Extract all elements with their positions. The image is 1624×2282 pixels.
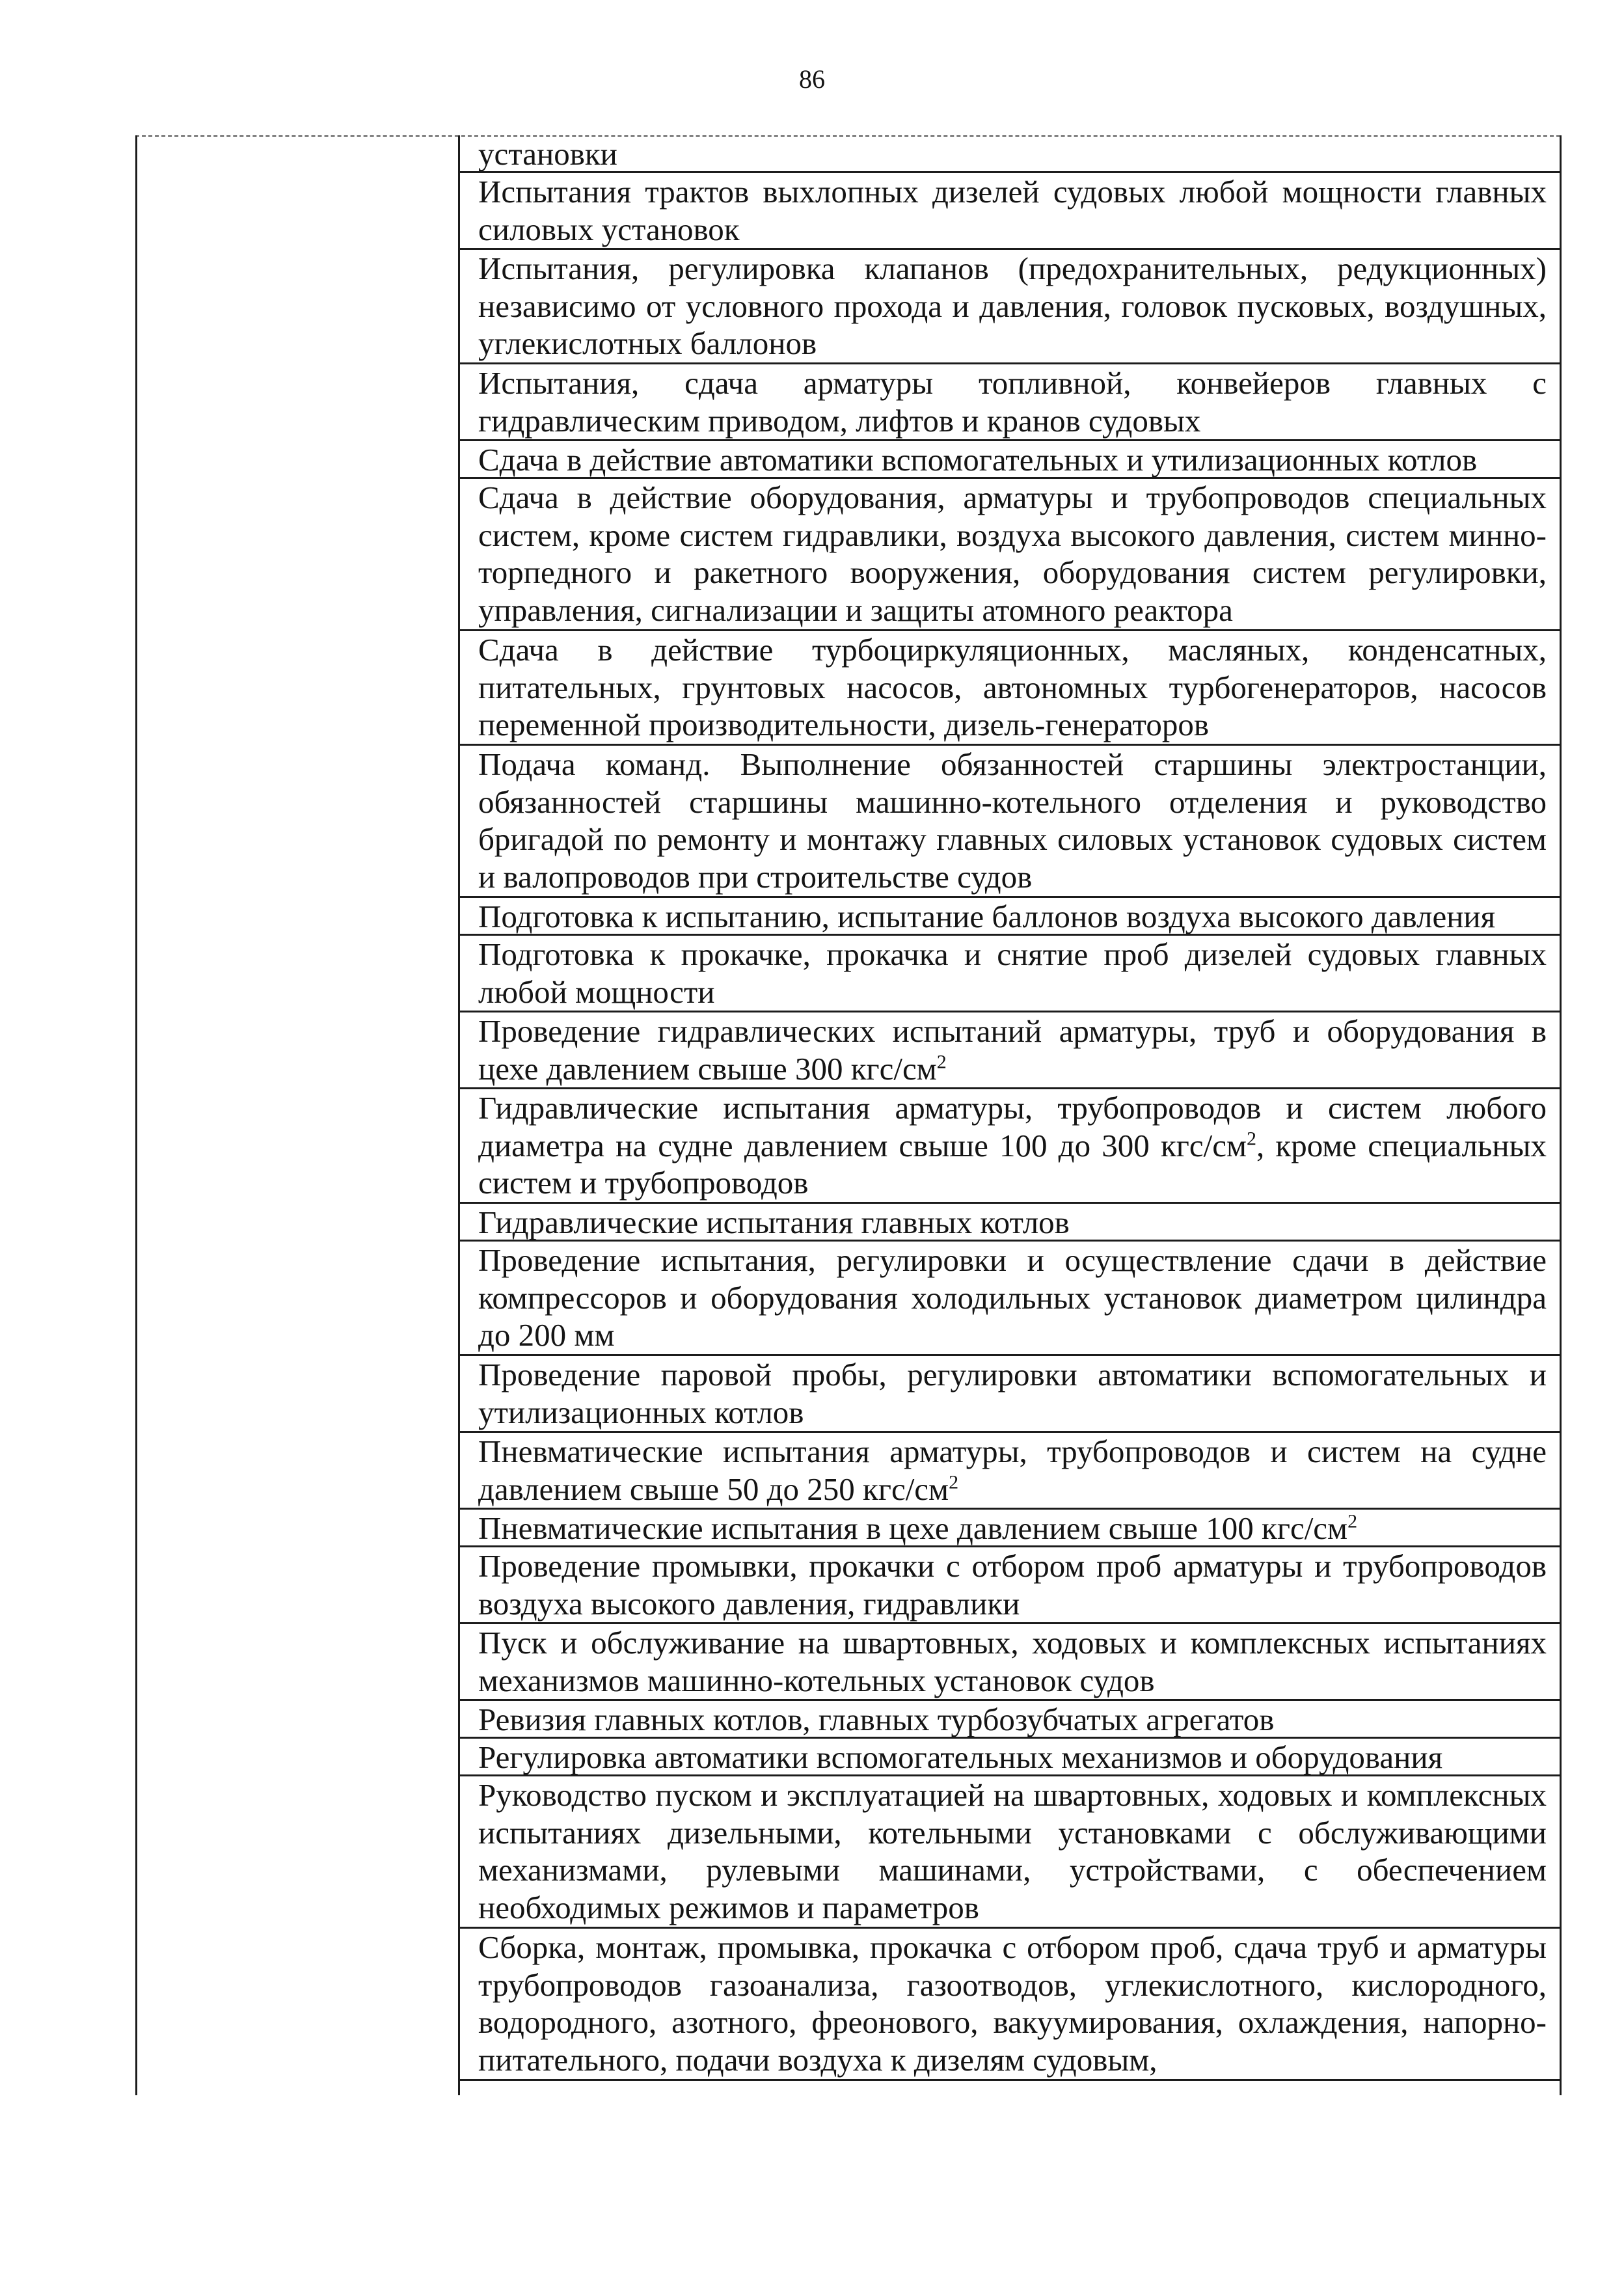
table-row: Гидравлические испытания главных котлов bbox=[460, 1204, 1560, 1242]
table-row: Сборка, монтаж, промывка, прокачка с отбором проб, сдача труб и арматуры трубопроводов газоанализа, газоотводов, углекислотного, кислородного, водородного, азотного, фреонового, вакуумирования, охлаждения, напорно-питательного, подачи воздуха к дизелям судовым, bbox=[460, 1929, 1560, 2081]
table-row: Сдача в действие автоматики вспомогательных и утилизационных котлов bbox=[460, 441, 1560, 479]
page-number: 86 bbox=[799, 64, 825, 94]
table-left-column bbox=[135, 135, 459, 2095]
table-row: Пневматические испытания в цехе давлением свыше 100 кгс/$см^2$ bbox=[460, 1510, 1560, 1547]
table-row: Гидравлические испытания арматуры, трубопроводов и систем любого диаметра на судне давлением свыше 100 до 300 кгс/$см^2$, кроме специальных систем и трубопроводов bbox=[460, 1089, 1560, 1204]
table-row: Проведение промывки, прокачки с отбором проб арматуры и трубопроводов воздуха высокого давления, гидравлики bbox=[460, 1547, 1560, 1624]
table-row: Пуск и обслуживание на швартовных, ходовых и комплексных испытаниях механизмов машинно-котельных установок судов bbox=[460, 1624, 1560, 1701]
table-row: Проведение паровой пробы, регулировки автоматики вспомогательных и утилизационных котлов bbox=[460, 1356, 1560, 1433]
table-row: Пневматические испытания арматуры, трубопроводов и систем на судне давлением свыше 50 до 250 кгс/$см^2$ bbox=[460, 1433, 1560, 1510]
table-row: Подача команд. Выполнение обязанностей старшины электростанции, обязанностей старшины машинно-котельного отделения и руководство бригадой по ремонту и монтажу главных силовых установок судовых систем и валопроводов при строительстве судов bbox=[460, 746, 1560, 898]
table-row: Ревизия главных котлов, главных турбозубчатых агрегатов bbox=[460, 1701, 1560, 1739]
table-row: Подготовка к испытанию, испытание баллонов воздуха высокого давления bbox=[460, 898, 1560, 936]
document-table bbox=[135, 135, 1560, 2095]
table-row: Испытания трактов выхлопных дизелей судовых любой мощности главных силовых установок bbox=[460, 173, 1560, 250]
table-row: Регулировка автоматики вспомогательных механизмов и оборудования bbox=[460, 1739, 1560, 1776]
table-row: Сдача в действие турбоциркуляционных, масляных, конденсатных, питательных, грунтовых насосов, автономных турбогенераторов, насосов переменной производительности, дизель-генераторов bbox=[460, 631, 1560, 746]
table-row: Подготовка к прокачке, прокачка и снятие проб дизелей судовых главных любой мощности bbox=[460, 936, 1560, 1012]
table-row: Проведение гидравлических испытаний арматуры, труб и оборудования в цехе давлением свыше 300 кгс/$см^2$ bbox=[460, 1012, 1560, 1089]
table-row: Испытания, регулировка клапанов (предохранительных, редукционных) независимо от условного прохода и давления, головок пусковых, воздушных, углекислотных баллонов bbox=[460, 250, 1560, 364]
table-row: Руководство пуском и эксплуатацией на швартовных, ходовых и комплексных испытаниях дизельными, котельными установками с обслуживающими механизмами, рулевыми машинами, устройствами, с обеспечением необходимых режимов и параметров bbox=[460, 1776, 1560, 1929]
table-row: Испытания, сдача арматуры топливной, конвейеров главных с гидравлическим приводом, лифтов и кранов судовых bbox=[460, 364, 1560, 441]
table-row: установки bbox=[460, 135, 1560, 173]
table-right-column bbox=[458, 135, 1562, 2095]
table-row: Сдача в действие оборудования, арматуры и трубопроводов специальных систем, кроме систем гидравлики, воздуха высокого давления, систем минно-торпедного и ракетного вооружения, оборудования систем регулировки, управления, сигнализации и защиты атомного реактора bbox=[460, 479, 1560, 631]
table-row: Проведение испытания, регулировки и осуществление сдачи в действие компрессоров и оборудования холодильных установок диаметром цилиндра до 200 мм bbox=[460, 1242, 1560, 1356]
